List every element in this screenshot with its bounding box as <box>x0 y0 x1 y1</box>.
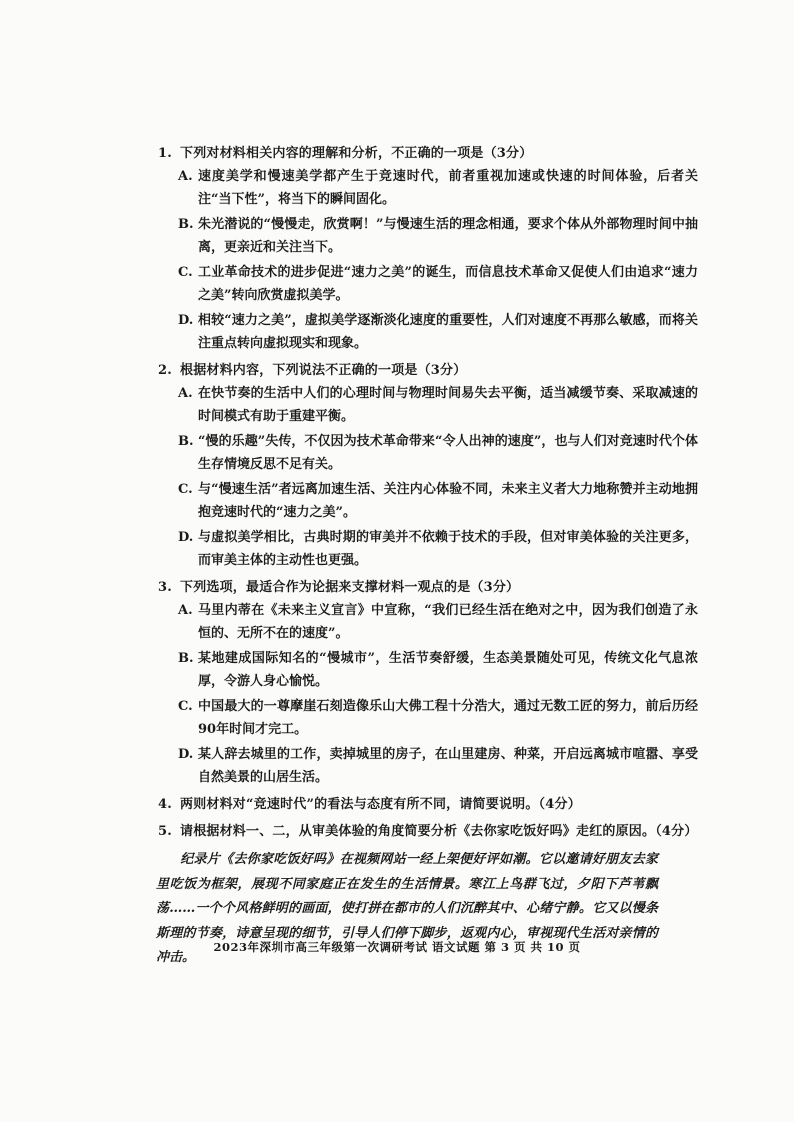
question-stem: 下列选项，最适合作为论据来支撑材料一观点的是（3分） <box>180 580 520 595</box>
question-number: 4. <box>158 797 172 812</box>
option-b: B. “慢的乐趣”失传，不仅因为技术革命带来“令人出神的速度”，也与人们对竞速时代个体生存情境反思不足有关。 <box>178 434 698 472</box>
option-c: C. 中国最大的一尊摩崖石刻造像乐山大佛工程十分浩大，通过无数工匠的努力，前后历经90年时间才完工。 <box>178 699 698 737</box>
question-1 <box>158 143 698 355</box>
questions-area <box>158 143 698 971</box>
option-d: D. 与虚拟美学相比，古典时期的审美并不依赖于技术的手段，但对审美体验的关注更多，而审美主体的主动性也更强。 <box>178 530 698 568</box>
option-d: D. 相较“速力之美”，虚拟美学逐渐淡化速度的重要性，人们对速度不再那么敏感，而将关注重点转向虚拟现实和现象。 <box>178 313 698 351</box>
question-stem: 根据材料内容，下列说法不正确的一项是（3分） <box>180 363 467 378</box>
question-number: 5. <box>158 824 172 839</box>
question-number: 2. <box>158 363 172 378</box>
option-c: C. 工业革命技术的进步促进“速力之美”的诞生，而信息技术革命又促使人们由追求“速力之美”转向欣赏虚拟美学。 <box>178 265 698 303</box>
passage-text: 纪录片《去你家吃饭好吗》在视频网站一经上架便好评如潮。它以邀请好朋友去家里吃饭为框架，展现不同家庭正在发生的生活情景。寒江上鸟群飞过，夕阳下芦苇飘荡……一个个风格鲜明的画面，使打拼在都市的人们沉醉其中、心绪宁静。它又以慢条斯理的节奏，诗意呈现的细节，引导人们停下脚步，返观内心，审视现代生活对亲情的冲击。 <box>156 852 658 965</box>
option-b: B. 朱光潜说的“慢慢走，欣赏啊！”与慢速生活的理念相通，要求个体从外部物理时间中抽离，更亲近和关注当下。 <box>178 217 698 255</box>
question-4 <box>158 794 698 816</box>
option-d: D. 某人辞去城里的工作，卖掉城里的房子，在山里建房、种菜，开启远离城市喧嚣、享受自然美景的山居生活。 <box>178 747 698 785</box>
question-stem: 请根据材料一、二，从审美体验的角度简要分析《去你家吃饭好吗》走红的原因。（4分） <box>180 824 698 839</box>
page-footer: 2023年深圳市高三年级第一次调研考试 语文试题 第 3 页 共 10 页 <box>213 940 581 954</box>
option-b: B. 某地建成国际知名的“慢城市”，生活节奏舒缓，生态美景随处可见，传统文化气息浓厚，令游人身心愉悦。 <box>178 651 698 689</box>
question-stem: 下列对材料相关内容的理解和分析，不正确的一项是（3分） <box>180 146 533 161</box>
question-2 <box>158 360 698 572</box>
question-3 <box>158 577 698 789</box>
option-a: A. 速度美学和慢速美学都产生于竞速时代，前者重视加速或快速的时间体验，后者关注“当下性”，将当下的瞬间固化。 <box>178 169 698 207</box>
option-a: A. 马里内蒂在《未来主义宣言》中宣称，“我们已经生活在绝对之中，因为我们创造了永恒的、无所不在的速度”。 <box>178 603 698 641</box>
question-stem: 两则材料对“竞速时代”的看法与态度有所不同，请简要说明。（4分） <box>180 797 581 812</box>
question-5 <box>158 821 698 843</box>
option-a: A. 在快节奏的生活中人们的心理时间与物理时间易失去平衡，适当减缓节奏、采取减速的时间模式有助于重建平衡。 <box>178 386 698 424</box>
option-c: C. 与“慢速生活”者远离加速生活、关注内心体验不同，未来主义者大力地称赞并主动地拥抱竞速时代的“速力之美”。 <box>178 482 698 520</box>
question-number: 3. <box>158 580 172 595</box>
question-number: 1. <box>158 146 172 161</box>
